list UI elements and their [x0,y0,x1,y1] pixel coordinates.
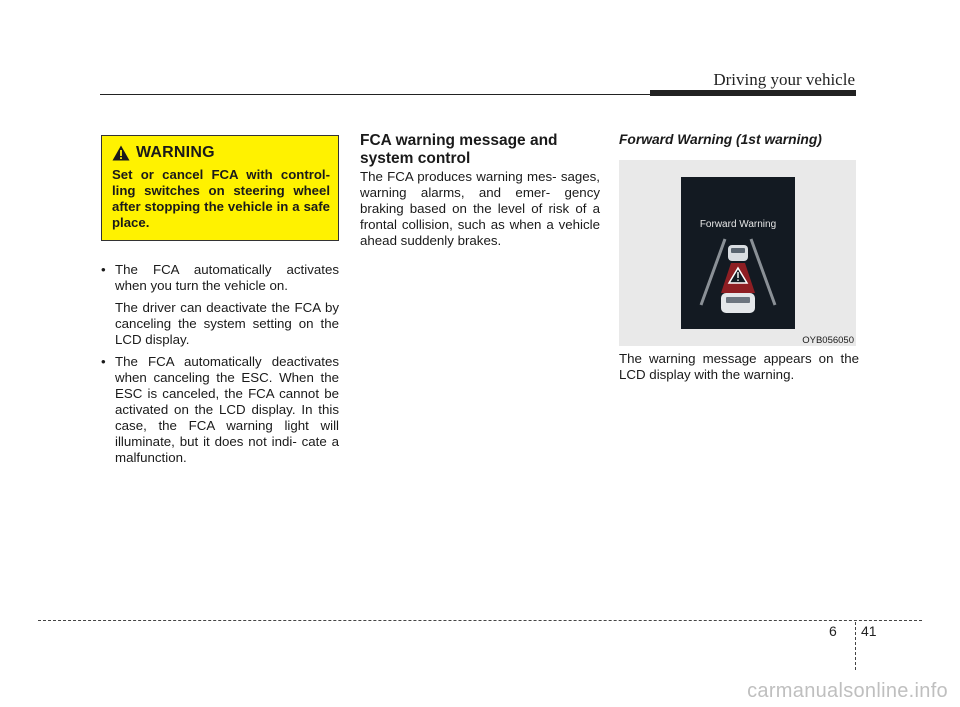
warning-header [112,144,330,162]
bullet-dot: • [101,262,106,277]
list-item [101,262,339,348]
forward-warning-illustration [681,177,795,329]
lcd-screen [681,177,795,329]
watermark: carmanualsonline.info [747,680,948,702]
warning-title: WARNING [136,144,215,161]
bullet-paragraph: The FCA automatically deactivates when canceling the ESC. When the ESC is canceled, the FCA cannot be activated on the LCD display. In this case, the FCA warning light will illuminate, but it does not indi- cate a malfunction. [115,354,339,465]
warning-triangle-icon [112,145,130,161]
figure-caption: The warning message appears on the LCD display with the warning. [619,351,859,382]
warning-text: Set or cancel FCA with control- ling switches on steering wheel after stopping the vehicle in a safe place. [112,167,330,230]
figure-code: OYB056050 [802,335,854,346]
warning-box [101,135,339,241]
section-body: The FCA produces warning mes- sages, warning alarms, and emer- gency braking based on the level of risk of a frontal collision, such as when a vehicle ahead suddenly brakes. [360,169,600,248]
section-title: FCA warning message and system control [360,132,558,167]
figure-title: Forward Warning (1st warning) [619,132,822,147]
header-title: Driving your vehicle [713,70,855,89]
page-number-divider [855,622,856,670]
page-number: 41 [861,623,877,639]
list-item [101,354,339,466]
figure-panel [619,160,856,346]
screen-text: Forward Warning [699,219,777,230]
bullet-dot: • [101,354,106,369]
footer-rule [38,620,922,621]
header-rule-accent [650,90,856,96]
bullet-paragraph: The FCA automatically activates when you turn the vehicle on. [115,262,339,293]
chapter-number: 6 [829,623,837,639]
bullet-paragraph: The driver can deactivate the FCA by canceling the system setting on the LCD display. [115,300,339,347]
bullet-list [101,262,339,466]
